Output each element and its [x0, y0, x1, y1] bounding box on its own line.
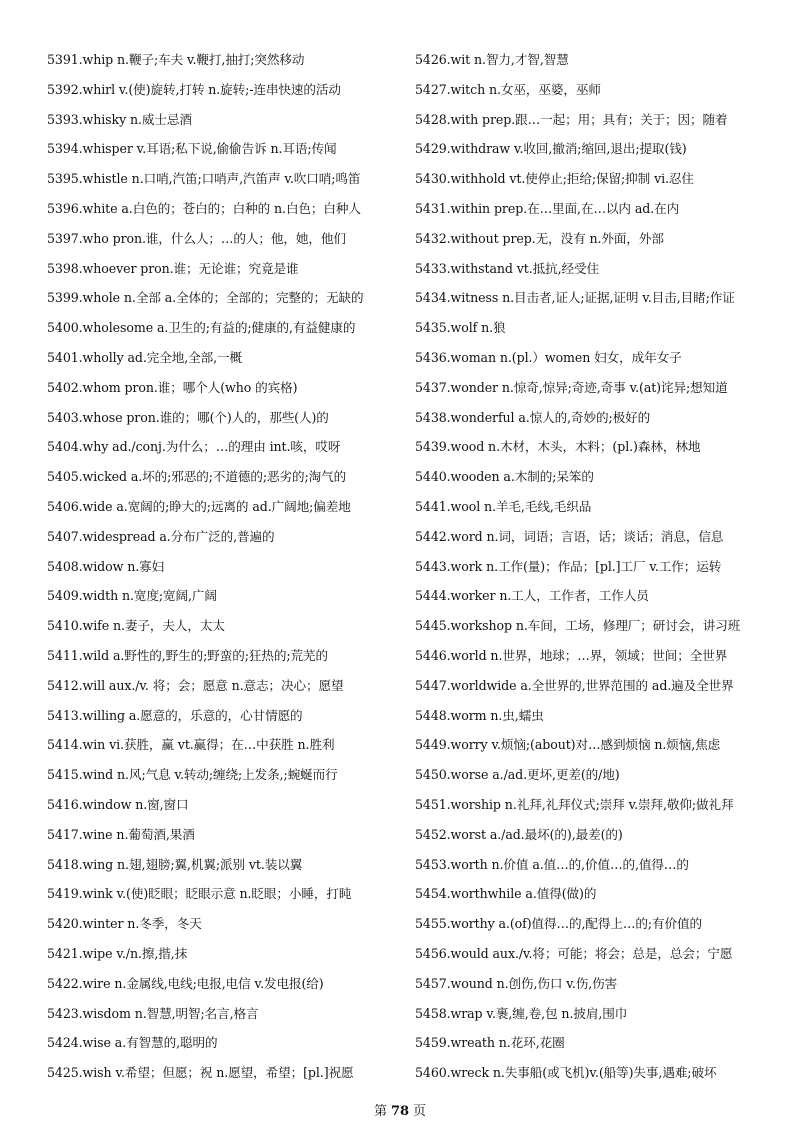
vocab-entry: 5452.worst a./ad.最坏(的),最差(的): [415, 826, 623, 842]
vocab-entry: 5444.worker n.工人，工作者，工作人员: [415, 588, 649, 604]
vocab-entry: 5440.wooden a.木制的;呆笨的: [415, 469, 594, 485]
vocab-entry: 5431.within prep.在…里面,在…以内 ad.在内: [415, 200, 680, 216]
vocab-entry: 5438.wonderful a.惊人的,奇妙的;极好的: [415, 409, 651, 425]
vocab-entry: 5405.wicked a.坏的;邪恶的;不道德的;恶劣的;淘气的: [47, 469, 347, 485]
vocab-entry: 5396.white a.白色的；苍白的；白种的 n.白色；白种人: [47, 200, 361, 216]
vocab-entry: 5391.whip n.鞭子;车夫 v.鞭打,抽打;突然移动: [47, 52, 305, 67]
vocab-entry: 5417.wine n.葡萄酒,果酒: [47, 826, 195, 842]
vocab-entry: 5460.wreck n.失事船(或飞机)v.(船等)失事,遇难;破坏: [415, 1065, 717, 1081]
vocab-entry: 5448.worm n.虫,蠕虫: [415, 707, 544, 723]
vocab-entry: 5408.widow n.寡妇: [47, 558, 165, 574]
vocab-entry: 5426.wit n.智力,才智,智慧: [415, 52, 569, 67]
footer-prefix: 第: [373, 1104, 387, 1119]
vocab-entry: 5430.withhold vt.使停止;拒给;保留;抑制 vi.忍住: [415, 171, 694, 187]
page-footer: [0, 1103, 800, 1121]
vocab-entry: 5459.wreath n.花环,花圈: [415, 1035, 565, 1051]
vocab-entry: 5401.wholly ad.完全地,全部,一概: [47, 349, 243, 365]
vocab-entry: 5434.witness n.目击者,证人;证据,证明 v.目击,目睹;作证: [415, 290, 735, 306]
vocab-entry: 5412.will aux./v. 将；会；愿意 n.意志；决心；愿望: [47, 677, 344, 693]
vocab-entry: 5435.wolf n.狼: [415, 320, 506, 336]
vocab-entry: 5458.wrap v.裹,缠,卷,包 n.披肩,围巾: [415, 1005, 628, 1021]
vocab-entry: 5424.wise a.有智慧的,聪明的: [47, 1035, 218, 1051]
vocab-entry: 5415.wind n.风;气息 v.转动;缠绕;上发条,;蜿蜒而行: [47, 767, 338, 783]
vocab-entry: 5400.wholesome a.卫生的;有益的;健康的,有益健康的: [47, 320, 356, 336]
footer-suffix: 页: [413, 1104, 427, 1119]
vocab-entry: 5397.who pron.谁，什么人；…的人；他，她，他们: [47, 230, 346, 246]
vocab-entry: 5432.without prep.无，没有 n.外面，外部: [415, 230, 664, 246]
vocab-entry: 5428.with prep.跟…一起；用；具有；关于；因；随着: [415, 111, 728, 127]
vocab-entry: 5446.world n.世界，地球；…界，领域；世间；全世界: [415, 647, 728, 663]
vocab-entry: 5429.withdraw v.收回,撤消;缩回,退出;提取(钱): [415, 141, 687, 157]
vocab-entry: 5454.worthwhile a.值得(做)的: [415, 886, 597, 902]
vocab-entry: 5410.wife n.妻子，夫人，太太: [47, 618, 225, 634]
vocab-entry: 5427.witch n.女巫，巫婆，巫师: [415, 81, 601, 97]
vocab-entry: 5449.worry v.烦恼;(about)对…感到烦恼 n.烦恼,焦虑: [415, 737, 721, 753]
vocab-entry: 5399.whole n.全部 a.全体的；全部的；完整的；无缺的: [47, 290, 364, 306]
vocab-entry: 5436.woman n.(pl.）women 妇女，成年女子: [415, 349, 682, 365]
right-column: [415, 45, 760, 1088]
vocab-entry: 5403.whose pron.谁的；哪(个)人的，那些(人)的: [47, 409, 329, 425]
vocab-entry: 5443.work n.工作(量)；作品；[pl.]工厂 v.工作；运转: [415, 558, 722, 574]
vocab-entry: 5416.window n.窗,窗口: [47, 796, 189, 812]
vocab-entry: 5421.wipe v./n.擦,揩,抹: [47, 945, 188, 961]
vocab-entry: 5411.wild a.野性的,野生的;野蛮的;狂热的;荒芜的: [47, 647, 329, 663]
vocab-entry: 5447.worldwide a.全世界的,世界范围的 ad.遍及全世界: [415, 677, 734, 693]
vocab-entry: 5404.why ad./conj.为什么；…的理由 int.咳，哎呀: [47, 439, 341, 455]
vocab-entry: 5413.willing a.愿意的，乐意的，心甘情愿的: [47, 707, 303, 723]
vocab-entry: 5422.wire n.金属线,电线;电报,电信 v.发电报(给): [47, 975, 324, 991]
vocab-entry: 5423.wisdom n.智慧,明智;名言,格言: [47, 1005, 259, 1021]
vocab-entry: 5420.winter n.冬季，冬天: [47, 916, 202, 932]
vocab-entry: 5451.worship n.礼拜,礼拜仪式;崇拜 v.崇拜,敬仰;做礼拜: [415, 796, 734, 812]
vocab-entry: 5437.wonder n.惊奇,惊异;奇迹,奇事 v.(at)诧异;想知道: [415, 379, 728, 395]
vocab-entry: 5395.whistle n.口哨,汽笛;口哨声,汽笛声 v.吹口哨;鸣笛: [47, 171, 361, 187]
vocab-entry: 5418.wing n.翅,翅膀;翼,机翼;派别 vt.装以翼: [47, 856, 303, 872]
vocab-entry: 5414.win vi.获胜，赢 vt.赢得；在…中获胜 n.胜利: [47, 737, 335, 753]
vocab-entry: 5433.withstand vt.抵抗,经受住: [415, 260, 599, 276]
vocab-entry: 5419.wink v.(使)眨眼；眨眼示意 n.眨眼；小睡，打盹: [47, 886, 352, 902]
vocab-entry: 5457.wound n.创伤,伤口 v.伤,伤害: [415, 975, 618, 991]
vocab-entry: 5455.worthy a.(of)值得…的,配得上…的;有价值的: [415, 916, 702, 932]
vocab-entry: 5439.wood n.木材，木头，木料；(pl.)森林，林地: [415, 439, 701, 455]
vocab-entry: 5453.worth n.价值 a.值…的,价值…的,值得…的: [415, 856, 689, 872]
vocab-entry: 5450.worse a./ad.更坏,更差(的/地): [415, 767, 620, 783]
vocab-entry: 5456.would aux./v.将；可能；将会；总是，总会；宁愿: [415, 945, 733, 961]
left-column: [47, 45, 392, 1088]
vocab-entry: 5402.whom pron.谁；哪个人(who 的宾格): [47, 379, 298, 395]
vocab-entry: 5445.workshop n.车间，工场，修理厂；研讨会，讲习班: [415, 618, 741, 634]
vocab-entry: 5394.whisper v.耳语;私下说,偷偷告诉 n.耳语;传闻: [47, 141, 337, 157]
vocab-entry: 5406.wide a.宽阔的;睁大的;远离的 ad.广阔地;偏差地: [47, 498, 351, 514]
vocab-entry: 5393.whisky n.威士忌酒: [47, 111, 192, 127]
vocab-entry: 5442.word n.词，词语；言语，话；谈话；消息，信息: [415, 528, 724, 544]
page-number: 78: [390, 1104, 410, 1119]
vocab-entry: 5392.whirl v.(使)旋转,打转 n.旋转;-连串快速的活动: [47, 81, 341, 97]
vocab-entry: 5409.width n.宽度;宽阔,广阔: [47, 588, 217, 604]
vocab-entry: 5398.whoever pron.谁；无论谁；究竟是谁: [47, 260, 299, 276]
vocab-entry: 5407.widespread a.分布广泛的,普遍的: [47, 528, 275, 544]
vocab-entry: 5441.wool n.羊毛,毛线,毛织品: [415, 498, 592, 514]
vocab-entry: 5425.wish v.希望；但愿；祝 n.愿望，希望；[pl.]祝愿: [47, 1065, 354, 1081]
